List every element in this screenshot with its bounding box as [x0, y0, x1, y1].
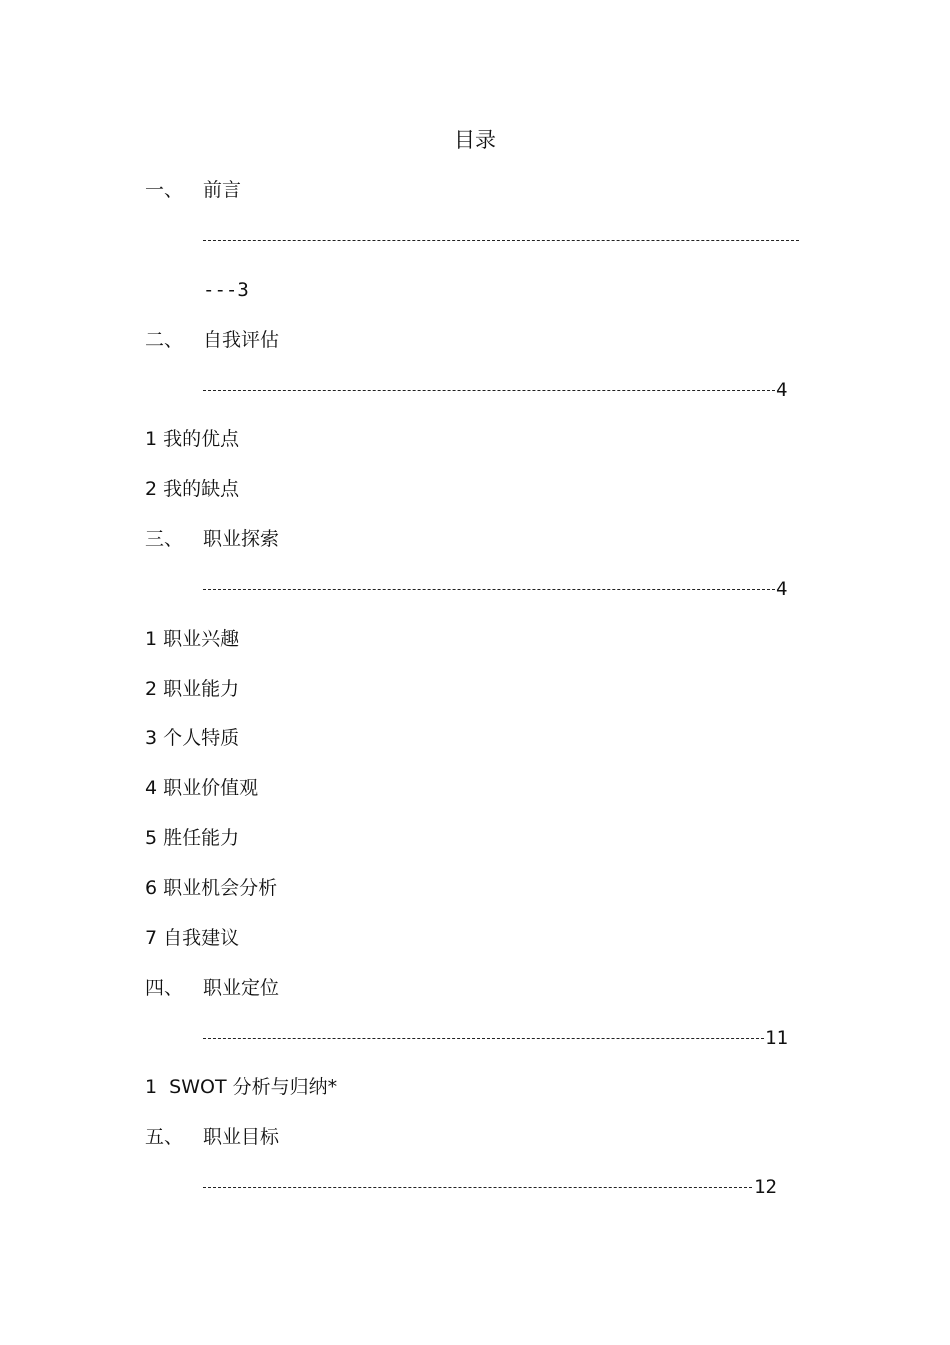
leader-line [203, 376, 788, 404]
section-number: 五、 [145, 1126, 184, 1148]
list-item: 1 职业兴趣 [145, 628, 240, 650]
leader-line [203, 1024, 788, 1052]
list-item: 7 自我建议 [145, 927, 240, 949]
page-number: 4 [776, 578, 788, 600]
page-number: 12 [754, 1176, 777, 1198]
section-number: 四、 [145, 977, 184, 999]
section-title-preface: 前言 [203, 179, 242, 201]
toc-title: 目录 [454, 128, 496, 152]
section-title-self-eval: 自我评估 [203, 329, 280, 351]
list-item: 5 胜任能力 [145, 827, 240, 849]
leader-line [203, 226, 799, 254]
leader-continuation: ---3 [203, 279, 249, 301]
leader-line [203, 1173, 778, 1201]
leader-line [203, 575, 788, 603]
list-item: 4 职业价值观 [145, 777, 259, 799]
section-number: 二、 [145, 329, 184, 351]
page-number: 11 [765, 1027, 788, 1049]
list-item: 3 个人特质 [145, 727, 240, 749]
section-number: 三、 [145, 528, 184, 550]
list-item: 1 SWOT 分析与归纳* [145, 1076, 338, 1098]
list-item: 2 职业能力 [145, 678, 240, 700]
section-title-career-explore: 职业探索 [203, 528, 280, 550]
list-item: 6 职业机会分析 [145, 877, 278, 899]
section-title-career-goal: 职业目标 [203, 1126, 280, 1148]
list-item: 2 我的缺点 [145, 478, 240, 500]
section-title-career-position: 职业定位 [203, 977, 280, 999]
page-number: 4 [776, 379, 788, 401]
list-item: 1 我的优点 [145, 428, 240, 450]
section-number: 一、 [145, 179, 184, 201]
